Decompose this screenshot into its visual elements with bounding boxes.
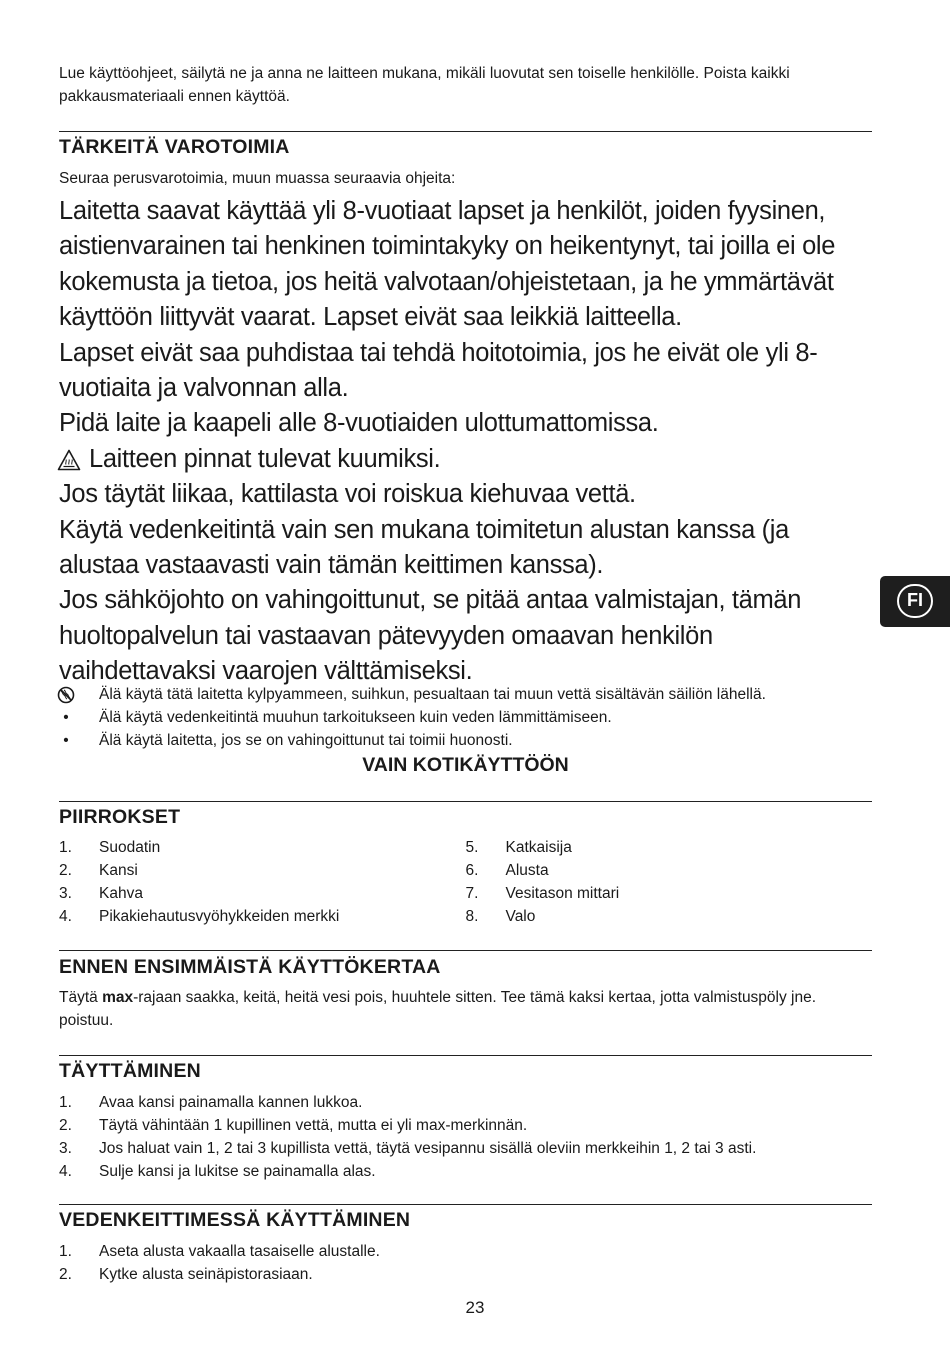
item-number: 4.	[59, 908, 72, 925]
item-text: Jos haluat vain 1, 2 tai 3 kupillista vettä, täytä vesipannu sisällä oleviin merkkeihin 1, 2 tai 3 asti.	[99, 1140, 757, 1157]
list-item	[59, 859, 466, 882]
list-item	[466, 882, 873, 905]
list-item	[59, 882, 466, 905]
item-text: Kytke alusta seinäpistorasiaan.	[99, 1266, 313, 1283]
warning-paragraph: Käytä vedenkeitintä vain sen mukana toimitetun alustan kanssa (ja alustaa vastaavasti vain tämän keittimen kanssa).	[59, 515, 789, 580]
parts-column-left	[59, 836, 466, 928]
bullet-marker: •	[63, 709, 69, 726]
max-keyword: max	[102, 989, 134, 1006]
intro-text: Lue käyttöohjeet, säilytä ne ja anna ne laitteen mukana, mikäli luovutat sen toiselle henkilölle. Poista kaikki pakkausmateriaali ennen käyttöä.	[59, 65, 790, 105]
item-number: 3.	[59, 885, 72, 902]
list-item	[466, 836, 873, 859]
item-number: 7.	[465, 885, 479, 902]
hot-surface-text: Laitteen pinnat tulevat kuumiksi.	[89, 444, 441, 473]
item-number: 5.	[465, 839, 479, 856]
section-divider	[59, 950, 872, 951]
item-number: 1.	[59, 1243, 72, 1260]
bullet-marker: •	[63, 732, 69, 749]
first-use-text-end: -rajaan saakka, keitä, heitä vesi pois, huuhtele sitten. Tee tämä kaksi kertaa, jotta valmistuspöly jne. poistuu.	[59, 989, 817, 1029]
section-divider	[59, 1055, 872, 1056]
item-number: 6.	[465, 862, 479, 879]
item-text: Suodatin	[99, 839, 161, 856]
item-text: Kansi	[99, 862, 138, 879]
section-divider	[59, 801, 872, 802]
first-use-heading: ENNEN ENSIMMÄISTÄ KÄYTTÖKERTAA	[59, 956, 441, 978]
drawings-heading: PIIRROKSET	[59, 806, 181, 828]
list-item	[59, 683, 872, 706]
bullet-text: Älä käytä tätä laitetta kylpyammeen, suihkun, pesualtaan tai muun vettä sisältävän säiliön lähellä.	[99, 686, 766, 703]
using-steps	[59, 1240, 872, 1286]
first-use-text-start: Täytä	[59, 989, 103, 1006]
bullet-text: Älä käytä vedenkeitintä muuhun tarkoitukseen kuin veden lämmittämiseen.	[99, 709, 612, 726]
warning-paragraph: Laitetta saavat käyttää yli 8-vuotiaat lapset ja henkilöt, joiden fyysinen, aistienvarainen tai henkinen toimintakyky on heikentynyt, tai joilla ei ole kokemusta ja tietoa, jos heitä valvotaan/ohjeistetaan, ja he ymmärtävät käyttöön liittyvät vaarat. Lapset eivät saa leikkiä laitteella.	[59, 197, 836, 332]
list-item	[59, 706, 872, 729]
list-item	[59, 1091, 872, 1114]
item-number: 2.	[59, 1266, 72, 1283]
drawings-parts-list	[59, 836, 872, 928]
item-number: 2.	[59, 1117, 72, 1134]
list-item	[466, 905, 873, 928]
warning-paragraph: Lapset eivät saa puhdistaa tai tehdä hoitotoimia, jos he eivät ole yli 8-vuotiaita ja valvonnan alla.	[59, 338, 818, 403]
warning-paragraph: Jos sähköjohto on vahingoittunut, se pitää antaa valmistajan, tämän huoltopalvelun tai vastaavan pätevyyden omaavan henkilön vaihdettavaksi vaarojen välttämiseksi.	[59, 586, 802, 686]
item-number: 1.	[59, 839, 72, 856]
list-item	[466, 859, 873, 882]
safety-bullet-list	[59, 683, 872, 752]
list-item	[59, 905, 466, 928]
item-text: Valo	[505, 908, 536, 925]
list-item	[59, 1240, 872, 1263]
item-number: 8.	[465, 908, 479, 925]
list-item	[59, 1137, 872, 1160]
item-text: Aseta alusta vakaalla tasaiselle alustalle.	[99, 1243, 380, 1260]
item-text: Avaa kansi painamalla kannen lukkoa.	[99, 1094, 363, 1111]
list-item	[59, 1263, 872, 1286]
item-number: 2.	[59, 862, 72, 879]
safety-warnings	[59, 194, 872, 690]
safety-subtitle: Seuraa perusvarotoimia, muun muassa seuraavia ohjeita:	[59, 170, 456, 187]
item-text: Pikakiehautusvyöhykkeiden merkki	[99, 908, 340, 925]
list-item	[59, 729, 872, 752]
first-use-text	[59, 986, 872, 1032]
warning-paragraph: Pidä laite ja kaapeli alle 8-vuotiaiden ulottumattomissa.	[59, 409, 659, 438]
item-number: 4.	[59, 1163, 72, 1180]
list-item	[59, 836, 466, 859]
list-item	[59, 1160, 872, 1183]
item-text: Vesitason mittari	[505, 885, 620, 902]
item-text: Alusta	[505, 862, 549, 879]
page-number: 23	[465, 1298, 485, 1317]
item-text: Täytä vähintään 1 kupillinen vettä, mutta ei yli max-merkinnän.	[99, 1117, 528, 1134]
language-tab	[880, 576, 950, 627]
item-text: Katkaisija	[505, 839, 572, 856]
hot-surface-warning-icon	[57, 449, 81, 471]
section-divider	[59, 1204, 872, 1205]
safety-heading: TÄRKEITÄ VAROTOIMIA	[59, 136, 290, 158]
using-heading: VEDENKEITTIMESSÄ KÄYTTÄMINEN	[59, 1209, 411, 1231]
parts-column-right	[466, 836, 873, 928]
language-code-badge: FI	[897, 584, 933, 618]
filling-steps	[59, 1091, 872, 1183]
bullet-text: Älä käytä laitetta, jos se on vahingoittunut tai toimii huonosti.	[99, 732, 513, 749]
item-number: 3.	[59, 1140, 72, 1157]
warning-paragraph: Jos täytät liikaa, kattilasta voi roiskua kiehuvaa vettä.	[59, 480, 636, 509]
item-number: 1.	[59, 1094, 72, 1111]
list-item	[59, 1114, 872, 1137]
filling-heading: TÄYTTÄMINEN	[59, 1060, 201, 1082]
item-text: Kahva	[99, 885, 143, 902]
item-text: Sulje kansi ja lukitse se painamalla alas.	[99, 1163, 376, 1180]
hot-surface-warning	[59, 442, 872, 477]
section-divider	[59, 131, 872, 132]
household-only-heading: VAIN KOTIKÄYTTÖÖN	[362, 754, 569, 776]
